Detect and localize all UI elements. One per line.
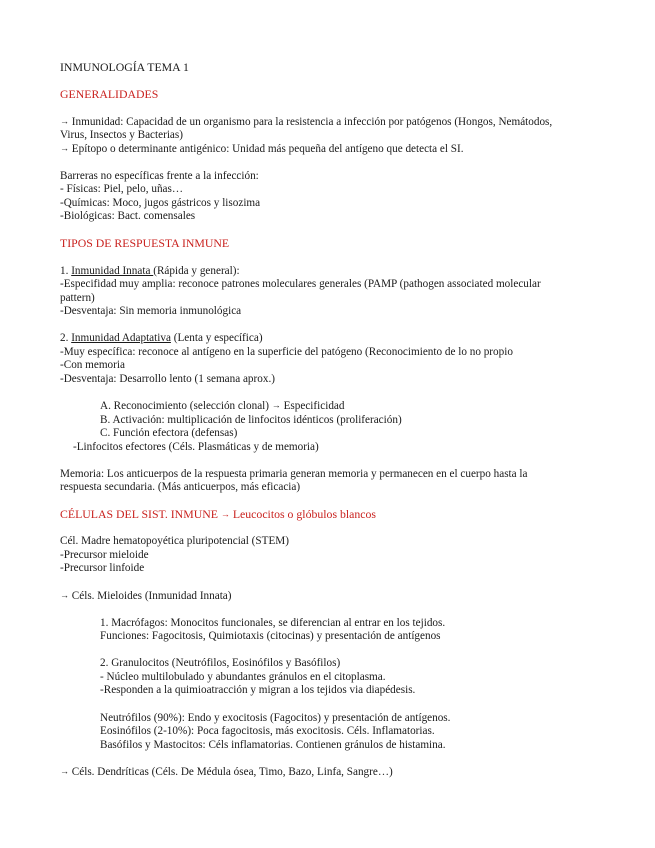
granulocitos-line-2: - Núcleo multilobulado y abundantes gránulos en el citoplasma.: [100, 671, 386, 683]
cel-madre: Cél. Madre hematopoyética pluripotencial (STEM): [60, 535, 289, 547]
adaptativa-line-3: -Con memoria: [60, 359, 125, 371]
arrow-icon: →: [60, 143, 69, 153]
eosinofilos: Eosinófilos (2-10%): Poca fagocitosis, más exocitosis. Céls. Inflamatorias.: [100, 725, 435, 737]
phase-a: A. Reconocimiento (selección clonal) → Especificidad: [100, 400, 345, 412]
phase-c: C. Función efectora (defensas): [100, 427, 238, 439]
heading-generalidades: GENERALIDADES: [60, 87, 159, 101]
arrow-icon: →: [220, 509, 230, 519]
innata-line-3: pattern): [60, 292, 95, 304]
precursor-mieloide: -Precursor mieloide: [60, 549, 149, 561]
innata-line-4: -Desventaja: Sin memoria inmunológica: [60, 305, 242, 317]
inmunidad-line-1: → Inmunidad: Capacidad de un organismo para la resistencia a infección por patógenos (Hongos, Nemátodos,: [60, 116, 553, 128]
precursor-linfoide: -Precursor linfoide: [60, 562, 145, 574]
macrofagos-line-2: Funciones: Fagocitosis, Quimiotaxis (citocinas) y presentación de antígenos: [100, 630, 441, 642]
epitopo-line: → Epítopo o determinante antigénico: Unidad más pequeña del antígeno que detecta el SI.: [60, 143, 464, 155]
cels-dendriticas: → Céls. Dendríticas (Céls. De Médula ósea, Timo, Bazo, Linfa, Sangre…): [60, 766, 393, 778]
heading-tipos: TIPOS DE RESPUESTA INMUNE: [60, 236, 230, 250]
granulocitos-line-1: 2. Granulocitos (Neutrófilos, Eosinófilos y Basófilos): [100, 657, 341, 669]
linfocitos-efectores: -Linfocitos efectores (Céls. Plasmáticas y de memoria): [73, 441, 319, 453]
memoria-line-2: respuesta secundaria. (Más anticuerpos, más eficacia): [60, 481, 301, 493]
granulocitos-line-3: -Responden a la quimioatracción y migran a los tejidos via diapédesis.: [100, 684, 416, 696]
arrow-icon: →: [60, 116, 69, 126]
neutrofilos: Neutrófilos (90%): Endo y exocitosis (Fagocitos) y presentación de antígenos.: [100, 712, 451, 724]
basofilos: Basófilos y Mastocitos: Céls inflamatorias. Contienen gránulos de histamina.: [100, 739, 446, 751]
inmunidad-line-2: Virus, Insectos y Bacterias): [60, 129, 183, 141]
adaptativa-line-4: -Desventaja: Desarrollo lento (1 semana aprox.): [60, 373, 275, 385]
phase-b: B. Activación: multiplicación de linfocitos idénticos (proliferación): [100, 414, 402, 426]
barreras-fisicas: - Físicas: Piel, pelo, uñas…: [60, 183, 184, 195]
arrow-icon: →: [60, 590, 69, 600]
barreras-intro: Barreras no específicas frente a la infección:: [60, 170, 259, 182]
heading-celulas: CÉLULAS DEL SIST. INMUNE → Leucocitos o glóbulos blancos: [60, 507, 377, 521]
cels-mieloides: → Céls. Mieloides (Inmunidad Innata): [60, 590, 232, 602]
arrow-icon: →: [60, 766, 69, 776]
innata-line-2: -Especifidad muy amplia: reconoce patrones moleculares generales (PAMP (pathogen associated molecular: [60, 278, 541, 290]
arrow-icon: →: [271, 400, 281, 410]
innata-line-1: 1. Inmunidad Innata (Rápida y general):: [60, 265, 240, 277]
macrofagos-line-1: 1. Macrófagos: Monocitos funcionales, se diferencian al entrar en los tejidos.: [100, 617, 446, 629]
barreras-quimicas: -Químicas: Moco, jugos gástricos y lisozima: [60, 197, 261, 209]
barreras-biologicas: -Biológicas: Bact. comensales: [60, 210, 196, 222]
adaptativa-line-1: 2. Inmunidad Adaptativa (Lenta y específica): [60, 332, 263, 344]
document-title: INMUNOLOGÍA TEMA 1: [60, 60, 189, 74]
memoria-line-1: Memoria: Los anticuerpos de la respuesta primaria generan memoria y permanecen en el cuerpo hasta la: [60, 468, 528, 480]
adaptativa-line-2: -Muy específica: reconoce al antígeno en la superficie del patógeno (Reconocimiento de lo no propio: [60, 346, 513, 358]
